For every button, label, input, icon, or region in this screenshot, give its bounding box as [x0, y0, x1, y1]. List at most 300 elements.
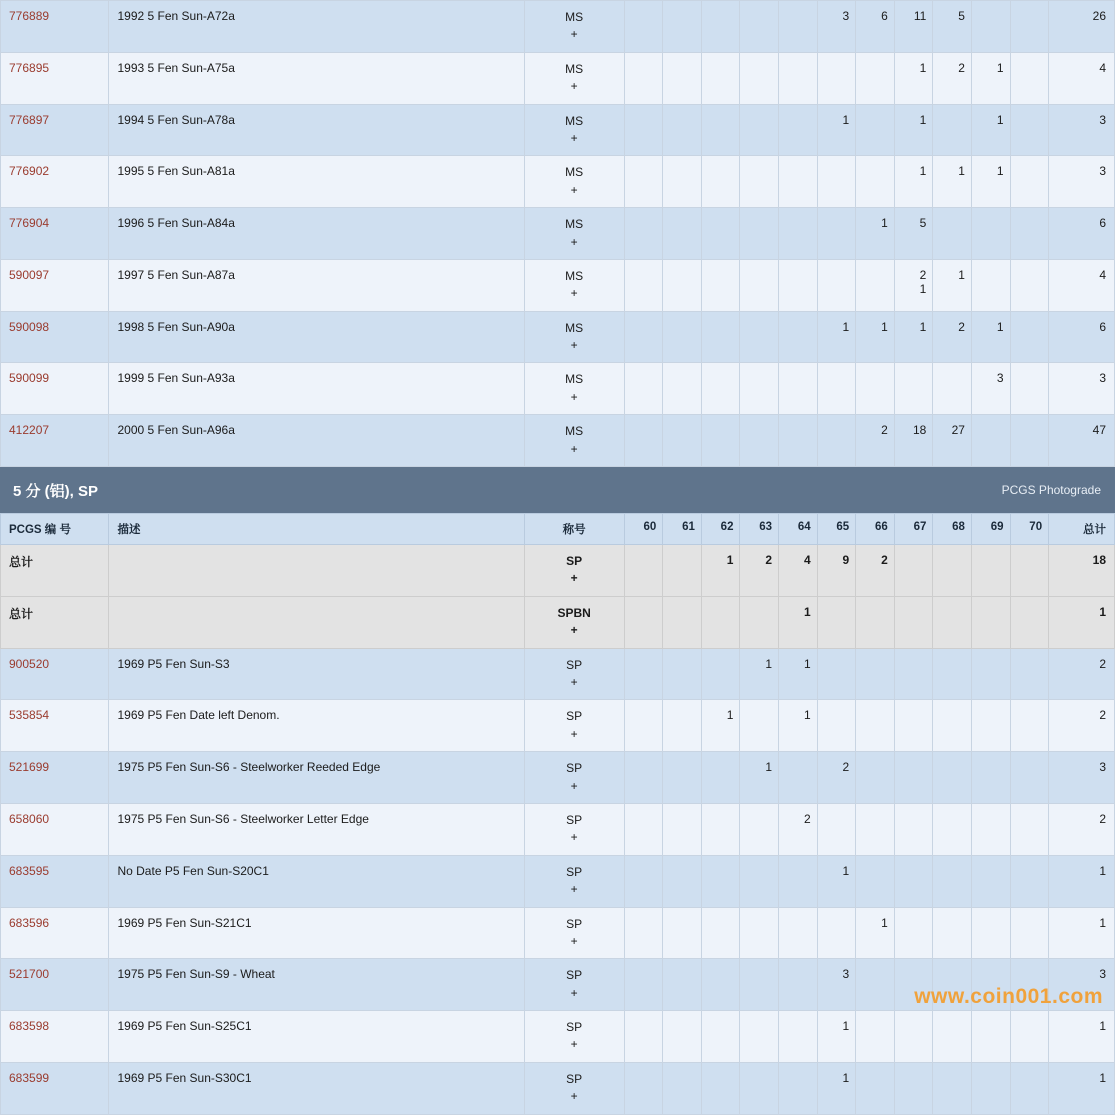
grade-count-70 — [1010, 311, 1049, 363]
grade-count-62 — [701, 959, 740, 1011]
grade-count-63: 1 — [740, 648, 779, 700]
coin-description: 1969 P5 Fen Date left Denom. — [109, 700, 524, 752]
table-row — [1, 803, 1115, 855]
totals-grade-68 — [933, 596, 972, 648]
grade-count-60 — [624, 415, 663, 467]
grade-count-61 — [663, 1, 702, 53]
totals-designation-cell: SP + — [524, 545, 624, 597]
population-table-bottom — [0, 513, 1115, 1115]
grade-count-60 — [624, 311, 663, 363]
grade-count-65: 3 — [817, 959, 856, 1011]
header-pcgs-no[interactable]: PCGS 编 号 — [1, 514, 109, 545]
grade-count-66 — [856, 959, 895, 1011]
grade-count-68 — [933, 907, 972, 959]
pcgs-number-link[interactable]: 535854 — [1, 700, 109, 752]
grade-count-69 — [971, 208, 1010, 260]
grade-count-68: 1 — [933, 259, 972, 311]
grade-count-66 — [856, 52, 895, 104]
grade-count-67: 5 — [894, 208, 933, 260]
designation-cell: MS + — [524, 311, 624, 363]
grade-count-69: 1 — [971, 104, 1010, 156]
grade-count-62 — [701, 1011, 740, 1063]
designation-cell: MS + — [524, 52, 624, 104]
grade-count-62 — [701, 752, 740, 804]
header-grade-69[interactable]: 69 — [971, 514, 1010, 545]
grade-count-62 — [701, 363, 740, 415]
grade-count-66: 1 — [856, 907, 895, 959]
grade-count-61 — [663, 1062, 702, 1114]
grade-count-69 — [971, 1062, 1010, 1114]
coin-description: 1969 P5 Fen Sun-S30C1 — [109, 1062, 524, 1114]
totals-total: 18 — [1049, 545, 1115, 597]
grade-count-63 — [740, 803, 779, 855]
table-row — [1, 259, 1115, 311]
grade-count-61 — [663, 907, 702, 959]
header-total[interactable]: 总计 — [1049, 514, 1115, 545]
grade-count-64 — [779, 208, 818, 260]
grade-count-60 — [624, 648, 663, 700]
designation-cell: MS + — [524, 1, 624, 53]
grade-count-65: 2 — [817, 752, 856, 804]
coin-description: 2000 5 Fen Sun-A96a — [109, 415, 524, 467]
grade-count-67 — [894, 855, 933, 907]
pcgs-number-link[interactable]: 900520 — [1, 648, 109, 700]
grade-count-65: 1 — [817, 311, 856, 363]
grade-count-60 — [624, 1011, 663, 1063]
row-total: 1 — [1049, 855, 1115, 907]
coin-description: 1992 5 Fen Sun-A72a — [109, 1, 524, 53]
grade-count-60 — [624, 752, 663, 804]
grade-count-64 — [779, 52, 818, 104]
pcgs-number-link[interactable]: 683599 — [1, 1062, 109, 1114]
section-header-table — [0, 467, 1115, 513]
pcgs-number-link[interactable]: 590099 — [1, 363, 109, 415]
grade-count-68: 27 — [933, 415, 972, 467]
totals-grade-68 — [933, 545, 972, 597]
grade-count-60 — [624, 259, 663, 311]
pcgs-number-link[interactable]: 776902 — [1, 156, 109, 208]
grade-count-64 — [779, 855, 818, 907]
totals-row — [1, 596, 1115, 648]
grade-count-65 — [817, 700, 856, 752]
grade-count-64 — [779, 104, 818, 156]
grade-count-64 — [779, 752, 818, 804]
totals-description — [109, 596, 524, 648]
grade-count-63: 1 — [740, 752, 779, 804]
grade-count-66 — [856, 104, 895, 156]
grade-count-61 — [663, 752, 702, 804]
grade-count-65 — [817, 803, 856, 855]
header-grade-68[interactable]: 68 — [933, 514, 972, 545]
grade-count-67: 1 — [894, 156, 933, 208]
table-row — [1, 648, 1115, 700]
pcgs-number-link[interactable]: 658060 — [1, 803, 109, 855]
grade-count-62 — [701, 803, 740, 855]
row-total: 6 — [1049, 311, 1115, 363]
grade-count-62 — [701, 1, 740, 53]
coin-description: 1969 P5 Fen Sun-S21C1 — [109, 907, 524, 959]
grade-count-65 — [817, 208, 856, 260]
row-total: 2 — [1049, 700, 1115, 752]
photograde-link[interactable]: PCGS Photograde — [1002, 483, 1101, 497]
grade-count-63 — [740, 907, 779, 959]
designation-cell: MS + — [524, 208, 624, 260]
grade-count-70 — [1010, 363, 1049, 415]
designation-cell: SP + — [524, 648, 624, 700]
grade-count-66 — [856, 259, 895, 311]
grade-count-63 — [740, 959, 779, 1011]
grade-count-61 — [663, 648, 702, 700]
totals-grade-65 — [817, 596, 856, 648]
grade-count-68 — [933, 1011, 972, 1063]
totals-grade-61 — [663, 596, 702, 648]
grade-count-60 — [624, 52, 663, 104]
grade-count-69 — [971, 907, 1010, 959]
grade-count-65 — [817, 52, 856, 104]
designation-cell: SP + — [524, 959, 624, 1011]
totals-row — [1, 545, 1115, 597]
grade-count-62: 1 — [701, 700, 740, 752]
grade-count-64: 2 — [779, 803, 818, 855]
grade-count-61 — [663, 259, 702, 311]
grade-count-64: 1 — [779, 700, 818, 752]
totals-grade-67 — [894, 545, 933, 597]
grade-count-61 — [663, 208, 702, 260]
grade-count-65: 1 — [817, 855, 856, 907]
grade-count-68 — [933, 803, 972, 855]
designation-cell: SP + — [524, 700, 624, 752]
grade-count-67 — [894, 752, 933, 804]
grade-count-65 — [817, 156, 856, 208]
coin-description: 1994 5 Fen Sun-A78a — [109, 104, 524, 156]
header-grade-70[interactable]: 70 — [1010, 514, 1049, 545]
row-total: 1 — [1049, 907, 1115, 959]
grade-count-69 — [971, 259, 1010, 311]
grade-count-63 — [740, 311, 779, 363]
grade-count-68 — [933, 752, 972, 804]
totals-grade-62: 1 — [701, 545, 740, 597]
pcgs-number-link[interactable]: 683595 — [1, 855, 109, 907]
grade-count-69 — [971, 415, 1010, 467]
top-table-body — [1, 1, 1115, 467]
totals-grade-60 — [624, 596, 663, 648]
grade-count-70 — [1010, 700, 1049, 752]
grade-count-68: 2 — [933, 52, 972, 104]
grade-count-70 — [1010, 208, 1049, 260]
grade-count-70 — [1010, 1062, 1049, 1114]
grade-count-60 — [624, 156, 663, 208]
grade-count-61 — [663, 104, 702, 156]
coin-description: 1999 5 Fen Sun-A93a — [109, 363, 524, 415]
coin-description: No Date P5 Fen Sun-S20C1 — [109, 855, 524, 907]
row-total: 3 — [1049, 156, 1115, 208]
grade-count-67: 1 — [894, 52, 933, 104]
totals-grade-63: 2 — [740, 545, 779, 597]
coin-description: 1995 5 Fen Sun-A81a — [109, 156, 524, 208]
row-total: 26 — [1049, 1, 1115, 53]
designation-cell: MS + — [524, 156, 624, 208]
grade-count-68 — [933, 855, 972, 907]
grade-count-64 — [779, 363, 818, 415]
grade-count-67 — [894, 700, 933, 752]
header-grade-65[interactable]: 65 — [817, 514, 856, 545]
pcgs-number-link[interactable]: 683598 — [1, 1011, 109, 1063]
totals-grade-64: 1 — [779, 596, 818, 648]
totals-grade-70 — [1010, 545, 1049, 597]
totals-grade-62 — [701, 596, 740, 648]
column-header-row — [1, 514, 1115, 545]
grade-count-64 — [779, 1, 818, 53]
coin-description: 1997 5 Fen Sun-A87a — [109, 259, 524, 311]
table-row — [1, 415, 1115, 467]
designation-cell: SP + — [524, 907, 624, 959]
grade-count-62 — [701, 52, 740, 104]
grade-count-60 — [624, 700, 663, 752]
table-row — [1, 208, 1115, 260]
grade-count-61 — [663, 1011, 702, 1063]
grade-count-60 — [624, 855, 663, 907]
grade-count-63 — [740, 208, 779, 260]
coin-description: 1998 5 Fen Sun-A90a — [109, 311, 524, 363]
grade-count-61 — [663, 959, 702, 1011]
grade-count-63 — [740, 1062, 779, 1114]
grade-count-62 — [701, 648, 740, 700]
grade-count-60 — [624, 1, 663, 53]
coin-description: 1996 5 Fen Sun-A84a — [109, 208, 524, 260]
grade-count-62 — [701, 104, 740, 156]
grade-count-64: 1 — [779, 648, 818, 700]
row-total: 1 — [1049, 1011, 1115, 1063]
grade-count-68 — [933, 363, 972, 415]
grade-count-67: 18 — [894, 415, 933, 467]
grade-count-69: 1 — [971, 311, 1010, 363]
row-total: 3 — [1049, 363, 1115, 415]
pcgs-number-link[interactable]: 590098 — [1, 311, 109, 363]
grade-count-69: 1 — [971, 52, 1010, 104]
grade-count-69: 3 — [971, 363, 1010, 415]
grade-count-70 — [1010, 907, 1049, 959]
pcgs-number-link[interactable]: 412207 — [1, 415, 109, 467]
grade-count-70 — [1010, 259, 1049, 311]
row-total: 47 — [1049, 415, 1115, 467]
row-total: 1 — [1049, 1062, 1115, 1114]
grade-count-67 — [894, 1062, 933, 1114]
pcgs-number-link[interactable]: 683596 — [1, 907, 109, 959]
grade-count-65 — [817, 259, 856, 311]
grade-count-70 — [1010, 855, 1049, 907]
grade-count-62 — [701, 311, 740, 363]
table-row — [1, 1, 1115, 53]
totals-description — [109, 545, 524, 597]
table-row — [1, 855, 1115, 907]
totals-grade-69 — [971, 545, 1010, 597]
grade-count-63 — [740, 855, 779, 907]
table-row — [1, 363, 1115, 415]
header-grade-60[interactable]: 60 — [624, 514, 663, 545]
grade-count-65 — [817, 907, 856, 959]
row-total: 4 — [1049, 259, 1115, 311]
table-row — [1, 700, 1115, 752]
grade-count-63 — [740, 259, 779, 311]
row-total: 3 — [1049, 752, 1115, 804]
designation-cell: SP + — [524, 855, 624, 907]
grade-count-65 — [817, 363, 856, 415]
grade-count-65 — [817, 415, 856, 467]
totals-designation-cell: SPBN + — [524, 596, 624, 648]
designation-cell: SP + — [524, 1011, 624, 1063]
designation-cell: MS + — [524, 259, 624, 311]
totals-grade-63 — [740, 596, 779, 648]
grade-count-63 — [740, 1, 779, 53]
grade-count-61 — [663, 415, 702, 467]
table-row — [1, 311, 1115, 363]
grade-count-63 — [740, 700, 779, 752]
grade-count-67 — [894, 803, 933, 855]
grade-count-63 — [740, 52, 779, 104]
coin-description: 1975 P5 Fen Sun-S6 - Steelworker Reeded Edge — [109, 752, 524, 804]
grade-count-67 — [894, 1011, 933, 1063]
grade-count-69 — [971, 700, 1010, 752]
totals-grade-64: 4 — [779, 545, 818, 597]
grade-count-68: 5 — [933, 1, 972, 53]
row-total: 2 — [1049, 648, 1115, 700]
table-row — [1, 1062, 1115, 1114]
coin-description: 1975 P5 Fen Sun-S9 - Wheat — [109, 959, 524, 1011]
grade-count-66 — [856, 648, 895, 700]
header-grade-61[interactable]: 61 — [663, 514, 702, 545]
totals-grade-69 — [971, 596, 1010, 648]
grade-count-64 — [779, 1011, 818, 1063]
grade-count-70 — [1010, 1011, 1049, 1063]
grade-count-66 — [856, 363, 895, 415]
header-description[interactable]: 描述 — [109, 514, 524, 545]
grade-count-67 — [894, 363, 933, 415]
grade-count-67 — [894, 648, 933, 700]
coin-description: 1975 P5 Fen Sun-S6 - Steelworker Letter Edge — [109, 803, 524, 855]
header-grade-64[interactable]: 64 — [779, 514, 818, 545]
grade-count-69 — [971, 1011, 1010, 1063]
pcgs-number-link[interactable]: 776897 — [1, 104, 109, 156]
grade-count-60 — [624, 907, 663, 959]
header-grade-62[interactable]: 62 — [701, 514, 740, 545]
grade-count-63 — [740, 156, 779, 208]
grade-count-62 — [701, 208, 740, 260]
totals-label: 总计 — [1, 596, 109, 648]
grade-count-65: 1 — [817, 1011, 856, 1063]
grade-count-62 — [701, 855, 740, 907]
grade-count-64 — [779, 907, 818, 959]
pcgs-number-link[interactable]: 590097 — [1, 259, 109, 311]
grade-count-60 — [624, 208, 663, 260]
grade-count-66 — [856, 752, 895, 804]
grade-count-70 — [1010, 415, 1049, 467]
header-designation[interactable]: 称号 — [524, 514, 624, 545]
grade-count-68 — [933, 700, 972, 752]
grade-count-63 — [740, 415, 779, 467]
totals-grade-67 — [894, 596, 933, 648]
grade-count-60 — [624, 1062, 663, 1114]
grade-count-66: 1 — [856, 311, 895, 363]
grade-count-69 — [971, 803, 1010, 855]
grade-count-69 — [971, 752, 1010, 804]
designation-cell: SP + — [524, 803, 624, 855]
grade-count-64 — [779, 311, 818, 363]
table-row — [1, 156, 1115, 208]
grade-count-67: 11 — [894, 1, 933, 53]
section-title: 5 分 (铝), SP — [13, 480, 98, 501]
row-total: 2 — [1049, 803, 1115, 855]
grade-count-66 — [856, 700, 895, 752]
row-total: 6 — [1049, 208, 1115, 260]
totals-grade-66: 2 — [856, 545, 895, 597]
grade-count-69 — [971, 1, 1010, 53]
grade-count-67: 1 — [894, 311, 933, 363]
grade-count-62 — [701, 415, 740, 467]
grade-count-66 — [856, 855, 895, 907]
grade-count-60 — [624, 959, 663, 1011]
row-total: 4 — [1049, 52, 1115, 104]
table-row — [1, 104, 1115, 156]
grade-count-61 — [663, 803, 702, 855]
totals-grade-61 — [663, 545, 702, 597]
grade-count-70 — [1010, 648, 1049, 700]
grade-count-65: 1 — [817, 104, 856, 156]
grade-count-69: 1 — [971, 156, 1010, 208]
grade-count-70 — [1010, 156, 1049, 208]
grade-count-62 — [701, 907, 740, 959]
coin-description: 1969 P5 Fen Sun-S25C1 — [109, 1011, 524, 1063]
table-row — [1, 752, 1115, 804]
grade-count-61 — [663, 156, 702, 208]
grade-count-64 — [779, 156, 818, 208]
pcgs-number-link[interactable]: 521699 — [1, 752, 109, 804]
designation-cell: MS + — [524, 415, 624, 467]
grade-count-68 — [933, 104, 972, 156]
totals-grade-60 — [624, 545, 663, 597]
bottom-table-body — [1, 514, 1115, 1115]
pcgs-number-link[interactable]: 521700 — [1, 959, 109, 1011]
pcgs-number-link[interactable]: 776904 — [1, 208, 109, 260]
grade-count-62 — [701, 1062, 740, 1114]
totals-grade-70 — [1010, 596, 1049, 648]
grade-count-68 — [933, 208, 972, 260]
designation-cell: MS + — [524, 363, 624, 415]
table-row — [1, 907, 1115, 959]
grade-count-61 — [663, 363, 702, 415]
grade-count-67: 2 1 — [894, 259, 933, 311]
grade-count-66: 2 — [856, 415, 895, 467]
coin-description: 1969 P5 Fen Sun-S3 — [109, 648, 524, 700]
grade-count-66 — [856, 1011, 895, 1063]
header-grade-67[interactable]: 67 — [894, 514, 933, 545]
grade-count-66 — [856, 803, 895, 855]
pcgs-number-link[interactable]: 776889 — [1, 1, 109, 53]
grade-count-68 — [933, 648, 972, 700]
pcgs-number-link[interactable]: 776895 — [1, 52, 109, 104]
header-grade-63[interactable]: 63 — [740, 514, 779, 545]
designation-cell: MS + — [524, 104, 624, 156]
grade-count-66: 1 — [856, 208, 895, 260]
grade-count-64 — [779, 1062, 818, 1114]
grade-count-61 — [663, 311, 702, 363]
totals-grade-66 — [856, 596, 895, 648]
grade-count-65: 1 — [817, 1062, 856, 1114]
grade-count-68 — [933, 1062, 972, 1114]
header-grade-66[interactable]: 66 — [856, 514, 895, 545]
grade-count-60 — [624, 104, 663, 156]
grade-count-70 — [1010, 1, 1049, 53]
grade-count-63 — [740, 104, 779, 156]
